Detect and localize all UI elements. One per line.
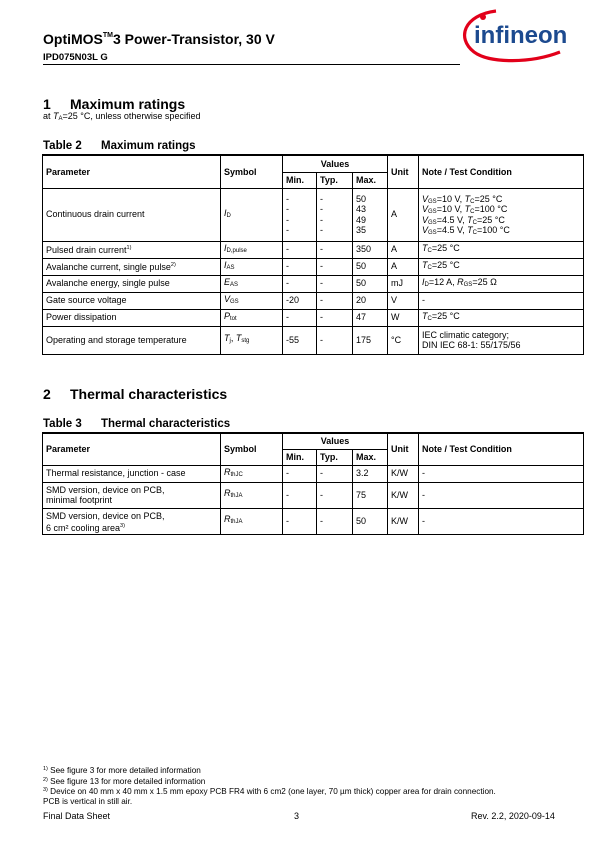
infineon-logo — [456, 6, 582, 64]
param-line — [46, 521, 217, 531]
param-cell — [43, 508, 221, 534]
table-row — [43, 326, 584, 354]
param-cell: Operating and storage temperature — [43, 326, 221, 354]
footnote — [43, 786, 496, 797]
footnote-ref: 1) — [126, 245, 132, 252]
note-sym: T — [422, 242, 428, 253]
note-cell — [419, 188, 584, 241]
note-text: =100 °C — [476, 224, 510, 235]
note-cell — [419, 258, 584, 275]
table-row — [43, 188, 584, 241]
note-sub: GS — [463, 281, 473, 288]
symbol-separator: , — [230, 333, 236, 344]
note-line — [422, 194, 580, 204]
max-cell: 20 — [353, 292, 388, 309]
symbol-letter: I — [224, 207, 227, 218]
footnote-continuation: PCB is vertical in still air. — [43, 796, 133, 806]
symbol-subscript: AS — [226, 264, 235, 271]
max-cell: 50 — [353, 275, 388, 292]
header-typ: Typ. — [317, 449, 353, 465]
unit-cell: W — [388, 309, 419, 326]
table-row — [43, 482, 584, 508]
note-text: =10 V, — [436, 194, 465, 205]
typ-cell: - — [317, 309, 353, 326]
value-line: - — [286, 194, 289, 205]
symbol-cell — [221, 292, 283, 309]
unit-cell: V — [388, 292, 419, 309]
value-line: - — [286, 214, 289, 225]
note-sub: C — [427, 264, 432, 271]
param-line: SMD version, device on PCB, — [46, 484, 165, 495]
section-2-heading — [43, 386, 227, 402]
max-cell: 75 — [353, 482, 388, 508]
note-sub: C — [427, 247, 432, 254]
min-cell — [283, 188, 317, 241]
symbol-subscript: D — [226, 212, 231, 219]
value-line: - — [320, 214, 323, 225]
symbol-subscript: stg — [241, 338, 250, 345]
table-row — [43, 465, 584, 482]
typ-cell — [317, 188, 353, 241]
logo-wordmark: infineon — [474, 22, 568, 49]
section-title: Maximum ratings — [70, 96, 186, 112]
note-cell — [419, 326, 584, 354]
symbol-cell — [221, 188, 283, 241]
condition-prefix: at — [43, 111, 54, 121]
header-values: Values — [283, 155, 388, 172]
note-line — [422, 215, 580, 225]
note-text: =25 °C — [431, 259, 460, 270]
footer-doc-type: Final Data Sheet — [43, 811, 111, 821]
trademark-mark: TM — [102, 32, 113, 39]
header-typ: Typ. — [317, 172, 353, 188]
header-unit: Unit — [388, 433, 419, 465]
note-sub: C — [470, 209, 475, 216]
param-cell: Gate source voltage — [43, 292, 221, 309]
document-title — [43, 31, 275, 47]
typ-cell: - — [317, 465, 353, 482]
unit-cell: K/W — [388, 465, 419, 482]
note-sym: T — [467, 214, 473, 225]
max-cell: 50 — [353, 508, 388, 534]
symbol-cell — [221, 258, 283, 275]
unit-cell: °C — [388, 326, 419, 354]
note-cell: - — [419, 508, 584, 534]
symbol-letter: R — [224, 466, 231, 477]
symbol-subscript: tot — [230, 315, 237, 322]
symbol-cell — [221, 482, 283, 508]
footnote-text: See figure 13 for more detailed information — [47, 776, 206, 786]
table-row — [43, 241, 584, 258]
note-text: =12 A, — [428, 276, 458, 287]
note-cell: - — [419, 292, 584, 309]
note-sub: C — [470, 199, 475, 206]
min-cell: -20 — [283, 292, 317, 309]
value-line: 43 — [356, 204, 367, 215]
note-sub: GS — [428, 209, 437, 216]
footnote-ref: 3) — [120, 523, 125, 529]
symbol-letter: I — [224, 242, 227, 253]
note-sym: T — [422, 259, 428, 270]
note-cell: - — [419, 465, 584, 482]
note-sub: D — [424, 281, 429, 288]
note-sub: C — [472, 219, 477, 226]
note-sym: V — [422, 214, 429, 225]
note-sub: GS — [428, 199, 437, 206]
footnote-ref: 2) — [170, 262, 176, 269]
note-sym: T — [464, 204, 471, 215]
note-cell — [419, 275, 584, 292]
symbol-cell — [221, 241, 283, 258]
footnote-text: Device on 40 mm x 40 mm x 1.5 mm epoxy PCB FR4 with 6 cm2 (one layer, 70 µm thick) copper area for drain connection. — [47, 787, 496, 797]
note-line: IEC climatic category; — [422, 329, 510, 340]
note-text: =4.5 V, — [436, 224, 468, 235]
header-min: Min. — [283, 172, 317, 188]
note-sym: I — [422, 276, 425, 287]
header-parameter: Parameter — [43, 155, 221, 188]
param-line: SMD version, device on PCB, — [46, 510, 165, 521]
unit-cell: A — [388, 258, 419, 275]
title-description: 3 Power-Transistor, 30 V — [113, 31, 275, 47]
param-cell — [43, 258, 221, 275]
note-text: =25 Ω — [472, 276, 497, 287]
header-note: Note / Test Condition — [419, 433, 584, 465]
condition-text: =25 °C, unless otherwise specified — [62, 111, 201, 121]
unit-cell: A — [388, 188, 419, 241]
value-line: - — [320, 194, 323, 205]
page-number: 3 — [294, 811, 300, 821]
thermal-characteristics-table — [42, 432, 584, 535]
value-line: - — [320, 224, 323, 235]
note-sym: T — [422, 310, 428, 321]
symbol-cell — [221, 275, 283, 292]
note-sym: V — [422, 204, 429, 215]
typ-cell: - — [317, 275, 353, 292]
table-row — [43, 275, 584, 292]
typ-cell: - — [317, 508, 353, 534]
symbol-letter: I — [224, 259, 227, 270]
note-sym: T — [467, 224, 473, 235]
param-cell — [43, 241, 221, 258]
header-unit: Unit — [388, 155, 419, 188]
footer-revision: Rev. 2.2, 2020-09-14 — [471, 811, 555, 821]
value-line: - — [286, 204, 289, 215]
value-line: 49 — [356, 214, 367, 225]
symbol-subscript: thJA — [230, 519, 243, 526]
section-1-condition — [43, 111, 200, 122]
note-cell — [419, 309, 584, 326]
table-row — [43, 258, 584, 275]
max-cell: 50 — [353, 258, 388, 275]
param-text: 6 cm² cooling area — [46, 523, 121, 533]
title-product: OptiMOS — [43, 31, 103, 47]
header-note: Note / Test Condition — [419, 155, 584, 188]
typ-cell: - — [317, 326, 353, 354]
note-text: =25 °C — [431, 242, 460, 253]
unit-cell: K/W — [388, 508, 419, 534]
section-number: 1 — [43, 96, 51, 112]
symbol-letter: R — [224, 488, 231, 499]
symbol-cell — [221, 465, 283, 482]
unit-cell: K/W — [388, 482, 419, 508]
symbol-letter: T — [224, 333, 230, 344]
min-cell: -55 — [283, 326, 317, 354]
note-sub: C — [472, 229, 477, 236]
table-label: Table 2 — [43, 140, 82, 152]
header-divider — [43, 64, 460, 65]
header-values: Values — [283, 433, 388, 449]
typ-cell: - — [317, 292, 353, 309]
symbol-cell — [221, 326, 283, 354]
table-caption: Thermal characteristics — [101, 418, 231, 430]
unit-cell: mJ — [388, 275, 419, 292]
param-cell: Continuous drain current — [43, 188, 221, 241]
note-text: =4.5 V, — [436, 214, 468, 225]
min-cell: - — [283, 508, 317, 534]
maximum-ratings-table — [42, 154, 584, 355]
max-cell: 350 — [353, 241, 388, 258]
section-1-heading — [43, 96, 185, 112]
table-row — [43, 292, 584, 309]
param-line: minimal footprint — [46, 495, 113, 505]
footnote-mark: 2) — [43, 776, 48, 783]
symbol-letter: V — [224, 293, 231, 304]
footnote-text: See figure 3 for more detailed information — [47, 766, 201, 775]
note-text: =25 °C — [431, 310, 460, 321]
note-text: =25 °C — [476, 214, 505, 225]
symbol-cell — [221, 309, 283, 326]
footnote — [43, 765, 496, 776]
note-text: =25 °C — [474, 194, 503, 205]
symbol-subscript: thJC — [230, 471, 243, 478]
symbol-letter: T — [235, 333, 242, 344]
param-cell: Avalanche energy, single pulse — [43, 275, 221, 292]
max-cell: 47 — [353, 309, 388, 326]
typ-cell: - — [317, 241, 353, 258]
table-row — [43, 508, 584, 534]
note-sym: V — [422, 194, 429, 205]
note-cell: - — [419, 482, 584, 508]
param-cell — [43, 482, 221, 508]
min-cell: - — [283, 309, 317, 326]
table-caption: Maximum ratings — [101, 140, 196, 152]
section-title: Thermal characteristics — [70, 386, 228, 402]
table-label: Table 3 — [43, 418, 82, 430]
note-line — [422, 204, 580, 214]
max-cell — [353, 188, 388, 241]
header-max: Max. — [353, 172, 388, 188]
note-sub: GS — [428, 229, 437, 236]
symbol-letter: R — [224, 514, 231, 525]
table-3-caption — [43, 418, 230, 430]
value-line: - — [286, 224, 289, 235]
table-2-caption — [43, 140, 196, 152]
symbol-letter: E — [224, 276, 231, 287]
param-text: Pulsed drain current — [46, 245, 127, 256]
param-cell: Power dissipation — [43, 309, 221, 326]
condition-subscript: A — [58, 116, 63, 122]
note-sub: C — [427, 315, 432, 322]
header-symbol: Symbol — [221, 155, 283, 188]
header-symbol: Symbol — [221, 433, 283, 465]
min-cell: - — [283, 465, 317, 482]
footnote-mark: 3) — [43, 787, 48, 794]
typ-cell: - — [317, 482, 353, 508]
note-sym: T — [464, 194, 471, 205]
symbol-subscript: thJA — [230, 493, 243, 500]
note-line — [422, 225, 580, 235]
value-line: 50 — [356, 194, 367, 205]
unit-cell: A — [388, 241, 419, 258]
header-parameter: Parameter — [43, 433, 221, 465]
condition-symbol: T — [53, 111, 59, 121]
note-sym: R — [457, 276, 464, 287]
typ-cell: - — [317, 258, 353, 275]
symbol-letter: P — [224, 310, 231, 321]
min-cell: - — [283, 241, 317, 258]
param-cell: Thermal resistance, junction - case — [43, 465, 221, 482]
value-line: 35 — [356, 224, 367, 235]
value-line: - — [320, 204, 323, 215]
footnotes — [43, 765, 496, 806]
min-cell: - — [283, 258, 317, 275]
footnote — [43, 776, 496, 787]
min-cell: - — [283, 275, 317, 292]
symbol-subscript: AS — [230, 281, 239, 288]
table-row — [43, 309, 584, 326]
symbol-subscript: j — [229, 338, 231, 345]
param-text: Avalanche current, single pulse — [46, 262, 171, 273]
min-cell: - — [283, 482, 317, 508]
note-cell — [419, 241, 584, 258]
part-number: IPD075N03L G — [43, 52, 108, 63]
header-max: Max. — [353, 449, 388, 465]
note-text: =10 V, — [436, 204, 465, 215]
note-sym: V — [422, 224, 429, 235]
footnote-mark: 1) — [43, 766, 48, 772]
symbol-subscript: GS — [230, 298, 239, 305]
header-min: Min. — [283, 449, 317, 465]
note-text: =100 °C — [474, 204, 508, 215]
max-cell: 175 — [353, 326, 388, 354]
logo-dot-icon — [480, 14, 486, 20]
section-number: 2 — [43, 386, 51, 402]
note-line: DIN IEC 68-1: 55/175/56 — [422, 340, 521, 350]
symbol-subscript: D,pulse — [226, 247, 247, 254]
note-sub: GS — [428, 219, 437, 226]
max-cell: 3.2 — [353, 465, 388, 482]
symbol-cell — [221, 508, 283, 534]
